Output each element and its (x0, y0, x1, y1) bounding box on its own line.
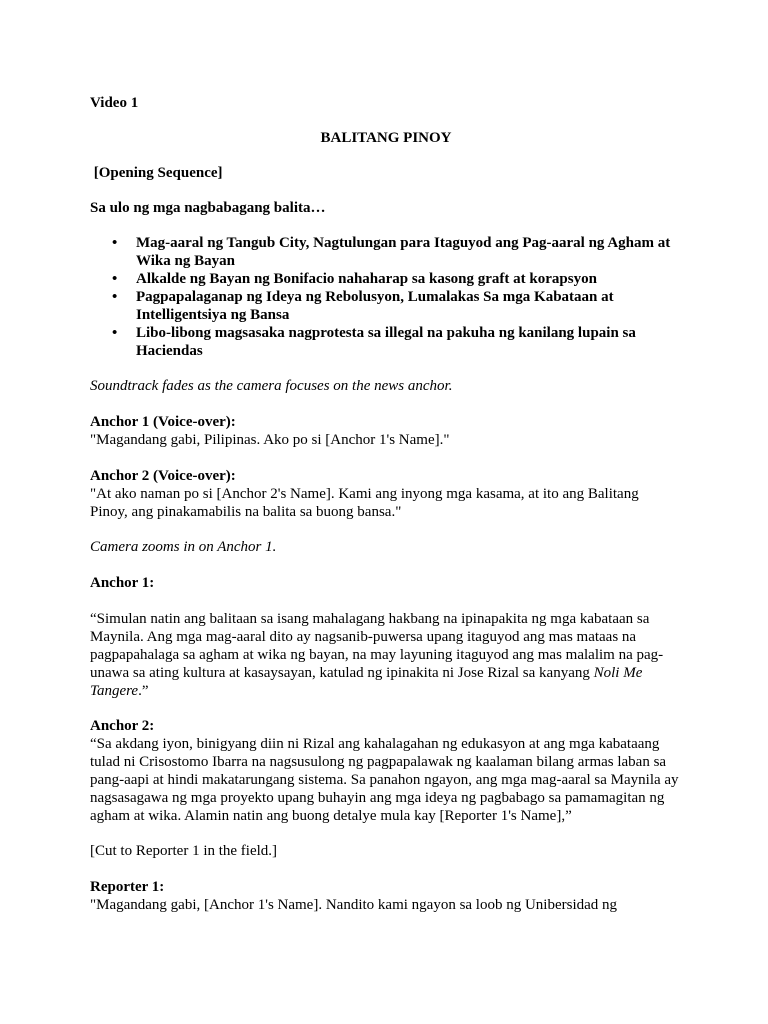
document-page (90, 94, 680, 914)
dialogue-text-end: .” (138, 683, 149, 699)
headline-text: Mag-aaral ng Tangub City, Nagtulungan para Itaguyod ang Pag-aaral ng Agham at Wika ng Bayan (136, 235, 671, 269)
headline-list (90, 234, 680, 360)
video-label: Video 1 (90, 95, 139, 111)
stage-direction: Soundtrack fades as the camera focuses on the news anchor. (90, 378, 453, 394)
speaker-label: Anchor 1 (Voice-over): (90, 414, 236, 430)
headline-item (90, 270, 680, 288)
headline-text: Libo-libong magsasaka nagprotesta sa illegal na pakuha ng kanilang lupain sa Haciendas (136, 325, 636, 359)
headline-text: Pagpapalaganap ng Ideya ng Rebolusyon, Lumalakas Sa mga Kabataan at Intelligentsiya ng Bansa (136, 289, 614, 323)
headline-item (90, 234, 680, 270)
headline-text: Alkalde ng Bayan ng Bonifacio nahaharap sa kasong graft at korapsyon (136, 271, 597, 287)
dialogue-paragraph: “Sa akdang iyon, binigyang diin ni Rizal ang kahalagahan ng edukasyon at ang mga kabataang tulad ni Crisostomo Ibarra na nagsusulong ng pagpapalawak ng kaalaman bilang armas laban sa pang-aapi at hindi makatarungang sistema. Sa panahon ngayon, ang mga mag-aaral sa Maynila ay nagsasagawa ng mga proyekto upang buhayin ang mga ideya ng pagbabago sa pamamagitan ng agham at wika. Alamin natin ang buong detalye mula kay [Reporter 1's Name],” (90, 736, 679, 824)
dialogue-text: “Simulan natin ang balitaan sa isang mahalagang hakbang na ipinapakita ng mga kabataan sa Maynila. Ang mga mag-aaral dito ay nagsanib-puwersa upang itaguyod ang mas mataas na pagpapahalaga sa agham at wika ng bayan, na may layuning itaguyod ang mas malalim na pag-unawa sa ating kultura at kasaysayan, katulad ng ipinakita ni Jose Rizal sa kanyang (90, 611, 664, 681)
bullet-icon: • (112, 289, 118, 305)
speaker-label: Reporter 1: (90, 879, 165, 895)
dialogue-line: "At ako naman po si [Anchor 2's Name]. Kami ang inyong mga kasama, at ito ang Balitang Pinoy, ang pinakamabilis na balita sa buong bansa." (90, 486, 639, 520)
bullet-icon: • (112, 235, 118, 251)
opening-sequence-heading: [Opening Sequence] (90, 165, 223, 181)
scene-direction: [Cut to Reporter 1 in the field.] (90, 843, 278, 859)
stage-direction: Camera zooms in on Anchor 1. (90, 539, 277, 555)
bullet-icon: • (112, 325, 118, 341)
speaker-label: Anchor 1: (90, 575, 155, 591)
dialogue-paragraph (90, 610, 680, 700)
book-title: Noli Me Tangere (90, 665, 643, 699)
dialogue-line: "Magandang gabi, [Anchor 1's Name]. Nandito kami ngayon sa loob ng Unibersidad ng (90, 897, 618, 913)
headline-intro: Sa ulo ng mga nagbabagang balita… (90, 200, 326, 216)
headline-item (90, 324, 680, 360)
dialogue-line: "Magandang gabi, Pilipinas. Ako po si [Anchor 1's Name]." (90, 432, 450, 448)
speaker-label: Anchor 2 (Voice-over): (90, 468, 236, 484)
bullet-icon: • (112, 271, 118, 287)
speaker-label: Anchor 2: (90, 718, 155, 734)
document-title: BALITANG PINOY (320, 130, 452, 146)
headline-item (90, 288, 680, 324)
